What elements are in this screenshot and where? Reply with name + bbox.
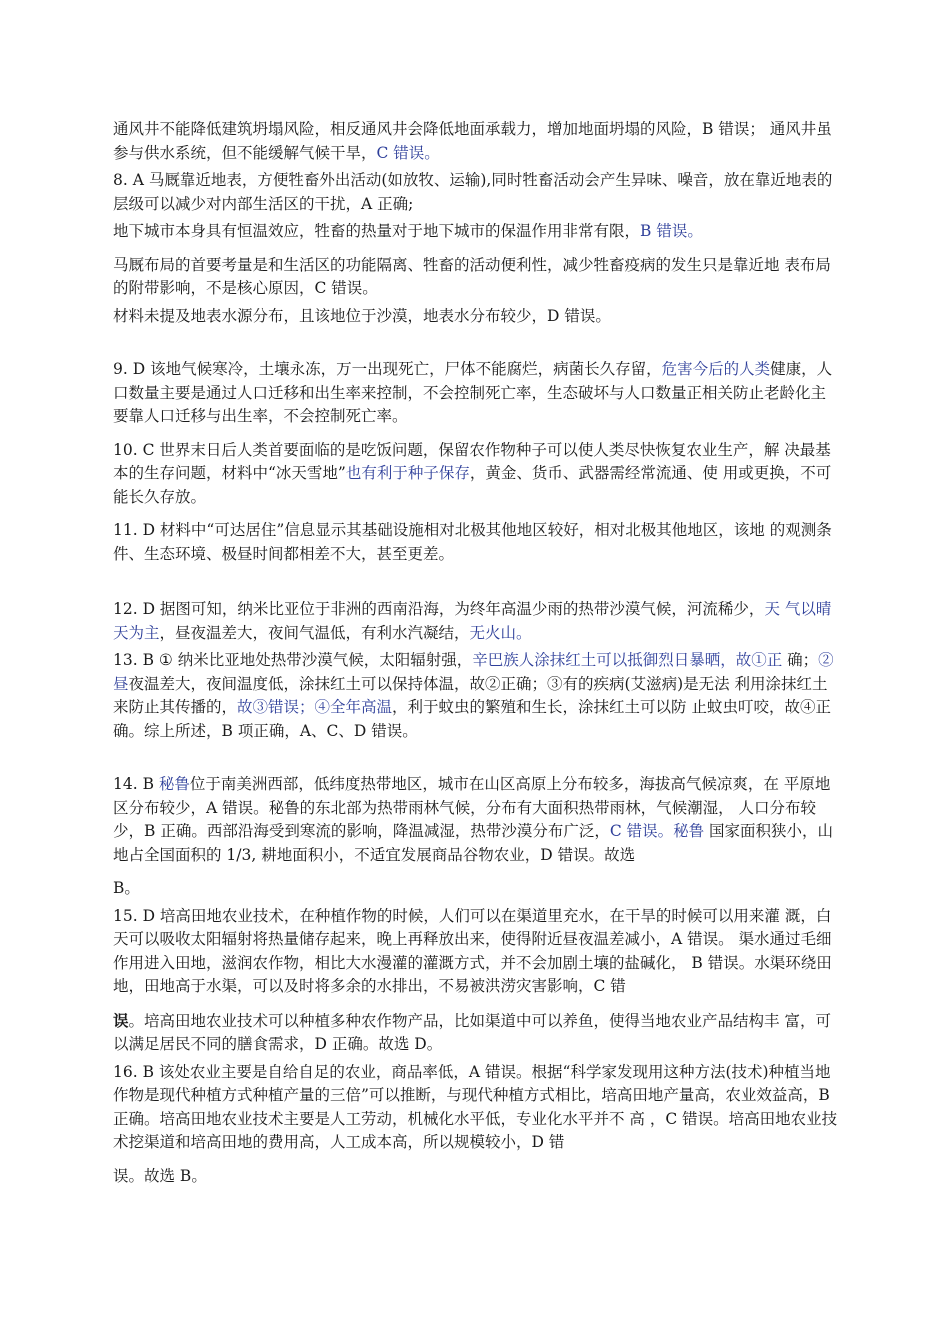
text-segment: 地下城市本身具有恒温效应，牲畜的热量对于地下城市的保温作用非常有限， (113, 222, 641, 240)
text-segment: 8. A 马厩靠近地表，方便牲畜外出活动(如放牧、运输),同时牲畜活动会产生异味、噪音，放在靠近地表的层级可以减少对内部生活区的干扰，A 正确; (113, 171, 833, 213)
text-segment: 误 (113, 1010, 129, 1030)
text-segment: 13. B ① 纳米比亚地处热带沙漠气候，太阳辐射强， (113, 651, 473, 669)
text-segment: 材料未提及地表水源分布，且该地位于沙漠，地表水分布较少，D 错误。 (113, 306, 611, 325)
text-segment: B。 (113, 879, 140, 897)
paragraph-q8-d (113, 305, 838, 329)
text-segment: 12. D 据图可知，纳米比亚位于非洲的西南沿海，为终年高温少雨的热带沙漠气候，河流稀少， (113, 600, 765, 618)
text-segment: 10. C 世界末日后人类首要面临的是吃饭问题，保留农作物种子可以使人类尽快恢复农业生产，解 决最基本的生存问题，材料中“冰天雪地” (113, 440, 831, 482)
highlighted-text: 也有利于种子保存 (345, 464, 470, 482)
text-segment: 夜温差大，夜间温度低，涂抹红土可以保持体温，故②正确；③有的疾病(艾滋病)是无法 利用涂抹红土来防止其传播的， (113, 674, 828, 716)
paragraph-q8-c (113, 254, 838, 301)
paragraph-7-continued (113, 118, 838, 165)
paragraph-q16-continued (113, 1165, 838, 1189)
text-segment: 位于南美洲西部，低纬度热带地区，城市在山区高原上分布较多，海拔高气候凉爽，在 平原地区分布较少，A 错误。秘鲁的东北部为热带雨林气候，分布有大面积热带雨林，气候潮湿， 人口分布较少，B 正确。西部沿海受到寒流的影响，降温减湿，热带沙漠分布广泛， (113, 775, 831, 840)
highlighted-text: 无火山。 (469, 623, 532, 642)
paragraph-q13 (113, 649, 838, 743)
text-segment: 9. D 该地气候寒冷，土壤永冻，万一出现死亡，尸体不能腐烂，病菌长久存留， (113, 360, 662, 378)
highlighted-text: 辛巴族人涂抹红土可以抵御烈日暴晒，故①正 (472, 651, 783, 669)
paragraph-q12 (113, 598, 838, 645)
paragraph-q14-answer (113, 877, 838, 901)
highlighted-text: 危害今后的人类 (661, 360, 771, 378)
paragraph-q16 (113, 1061, 838, 1155)
highlighted-text: ②昼 (113, 651, 834, 693)
highlighted-text: B 错误。 (640, 222, 703, 240)
paragraph-q10 (113, 439, 838, 510)
text-segment: 16. B 该处农业主要是自给自足的农业，商品率低，A 错误。根据“科学家发现用这种方法(技术)种植当地作物是现代种植方式种植产量的三倍”可以推断，与现代种植方式相比，培高田地产量高，农业效益高，B 正确。培高田地农业技术主要是人工劳动，机械化水平低，专业化水平并不 高 ，C 错误。培高田地农业技术挖渠道和培高田地的费用高，人工成本高，所以规模较小，D 错 (113, 1062, 838, 1151)
text-segment: 误。故选 B。 (113, 1166, 207, 1185)
paragraph-q9 (113, 358, 838, 429)
text-segment: 国家面积狭小，山地占全国面积的 1/3, 耕地面积小，不适宜发展商品谷物农业，D 错误。故选 (113, 822, 834, 864)
paragraph-q14 (113, 773, 838, 867)
text-segment: 通风井不能降低建筑坍塌风险，相反通风井会降低地面承载力，增加地面坍塌的风险，B 错误； 通风井虽参与供水系统，但不能缓解气候干旱， (113, 120, 832, 162)
text-segment: 14. B (113, 775, 159, 793)
text-segment: 确； (782, 651, 819, 669)
highlighted-text: 故③错误；④全年高温 (237, 698, 393, 716)
highlighted-text: C 错误。 (376, 143, 440, 162)
paragraph-q11 (113, 519, 838, 566)
highlighted-text: 秘鲁 (158, 775, 190, 793)
highlighted-text: C 错误。秘鲁 (609, 822, 705, 840)
text-segment: 。培高田地农业技术可以种植多种农作物产品，比如渠道中可以养鱼，使得当地农业产品结构丰 富，可以满足居民不同的膳食需求，D 正确。故选 D。 (113, 1011, 831, 1053)
text-segment: 马厩布局的首要考量是和生活区的功能隔离、牲畜的活动便利性，减少牲畜疫病的发生只是靠近地 表布局的附带影响，不是核心原因，C 错误。 (113, 255, 831, 297)
highlighted-text: 天 气以晴天为主 (113, 600, 832, 642)
text-segment: ，黄金、货币、武器需经常流通、使 用或更换，不可能长久存放。 (113, 464, 832, 506)
paragraph-q15 (113, 905, 838, 999)
paragraph-q8 (113, 169, 838, 216)
paragraph-q8-b (113, 220, 838, 244)
text-segment: ，利于蚊虫的繁殖和生长，涂抹红土可以防 止蚊虫叮咬，故④正确。综上所述，B 项正确，A、C、D 错误。 (113, 698, 831, 740)
text-segment: 健康，人口数量主要是通过人口迁移和出生率来控制，不会控制死亡率，生态破坏与人口数量正相关防止老龄化主要靠人口迁移与出生率，不会控制死亡率。 (113, 360, 833, 425)
answer-explanations (113, 118, 838, 1188)
text-segment: 15. D 培高田地农业技术，在种植作物的时候，人们可以在渠道里充水，在干旱的时候可以用来灌 溉，白天可以吸收太阳辐射将热量储存起来，晚上再释放出来，使得附近昼夜温差减小，A 错误。 渠水通过毛细作用进入田地，滋润农作物，相比大水漫灌的灌溉方式，并不会加剧土壤的盐碱化， B 错误。水渠环绕田地，田地高于水渠，可以及时将多余的水排出，不易被洪涝灾害影响，C 错 (113, 906, 832, 995)
paragraph-q15-continued (113, 1009, 838, 1057)
text-segment: ，昼夜温差大，夜间气温低，有利水汽凝结， (159, 623, 470, 642)
text-segment: 11. D 材料中“可达居住”信息显示其基础设施相对北极其他地区较好，相对北极其他地区，该地 的观测条件、生态环境、极昼时间都相差不大，甚至更差。 (113, 521, 832, 563)
